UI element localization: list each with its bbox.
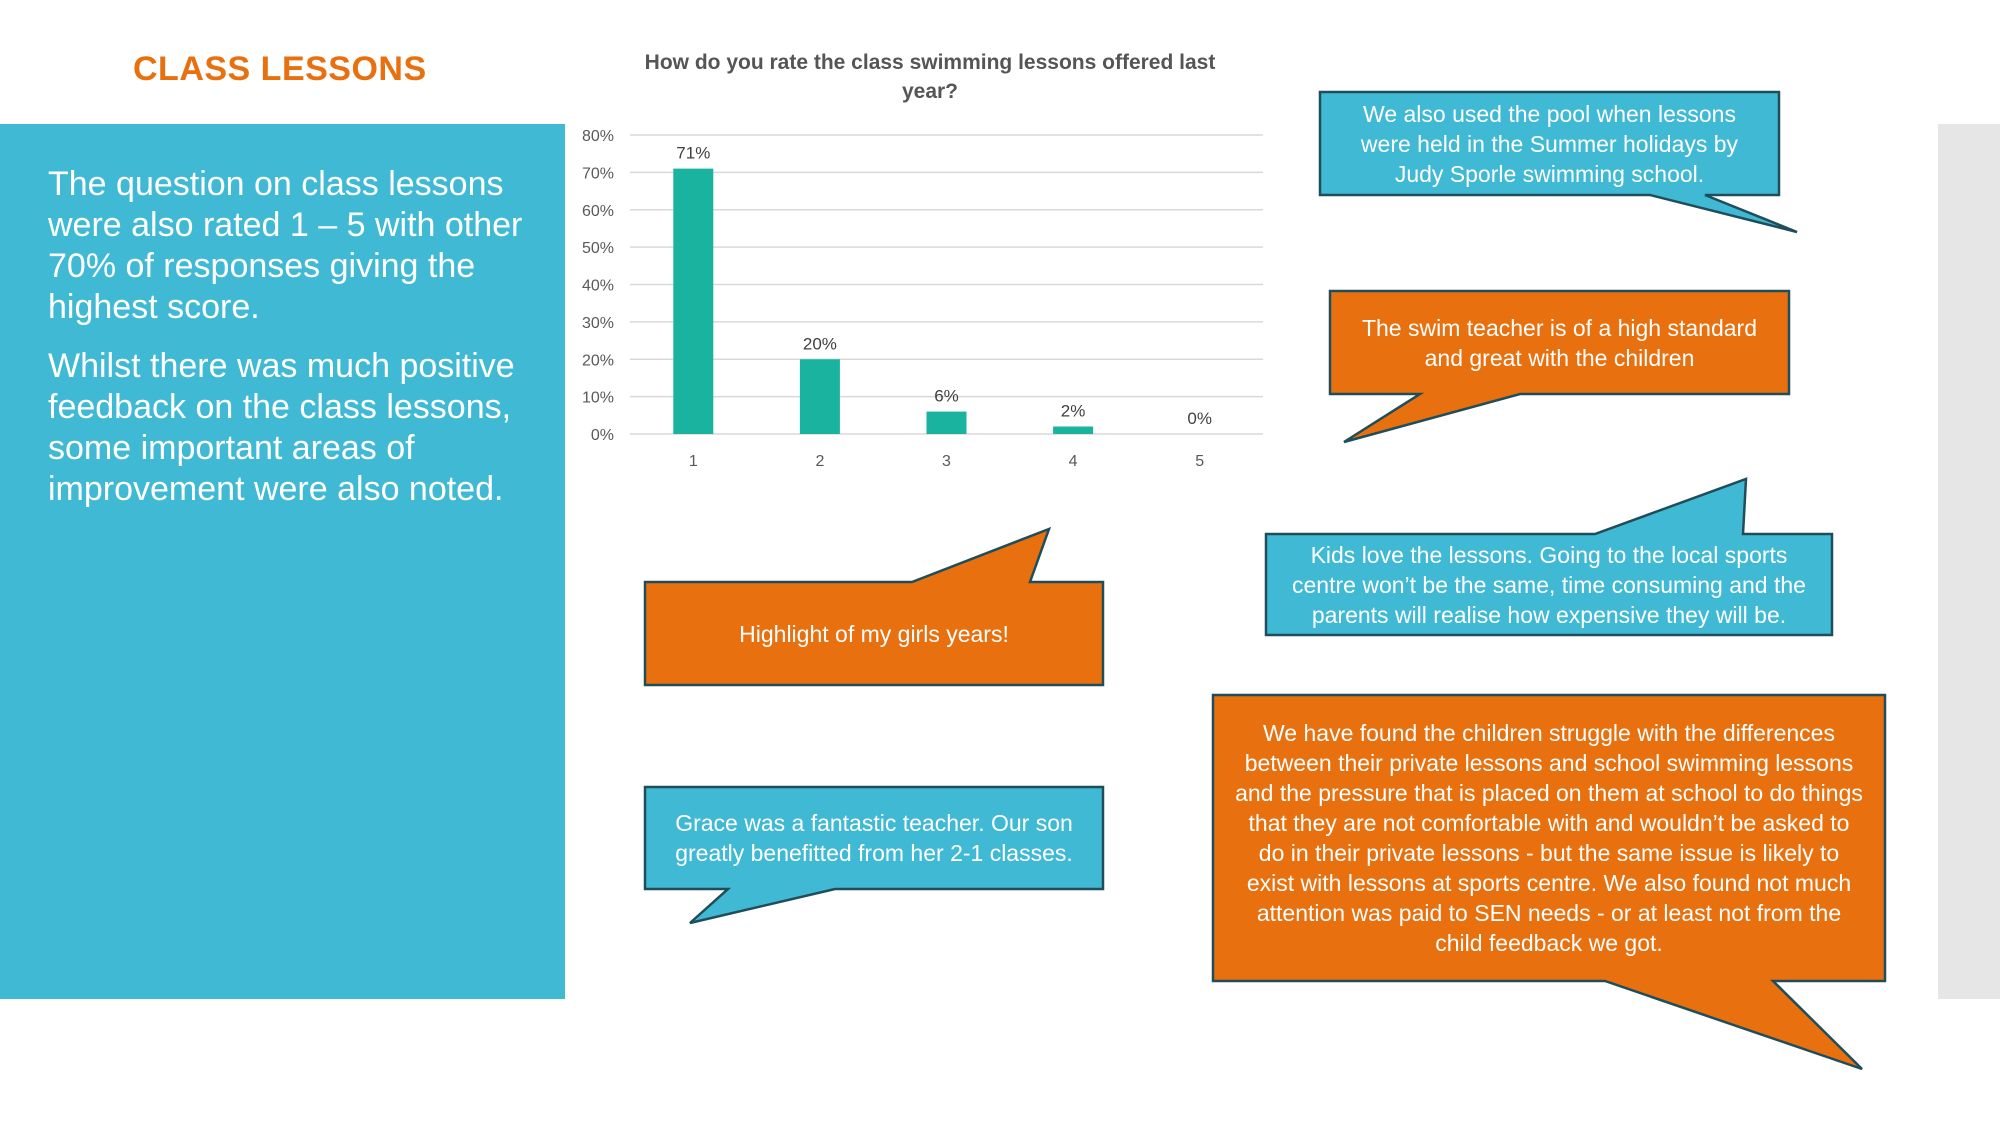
y-tick-label: 60%	[581, 202, 614, 220]
chart-title: How do you rate the class swimming lessons offered last year?	[644, 51, 1216, 103]
y-tick-label: 10%	[581, 389, 614, 407]
y-tick-label: 70%	[581, 165, 614, 183]
callout-summer-holidays: We also used the pool when lessons were held in the Summer holidays by Judy Sporle swimming school.	[1360, 100, 1739, 187]
y-tick-label: 40%	[581, 277, 614, 295]
x-tick-label: 1	[688, 453, 698, 470]
y-tick-label: 30%	[581, 314, 614, 332]
y-tick-label: 80%	[581, 128, 614, 145]
data-label: 6%	[934, 386, 959, 406]
data-label: 0%	[1187, 409, 1212, 428]
x-tick-label: 4	[1068, 453, 1078, 470]
y-tick-label: 20%	[581, 352, 614, 370]
callout-grace: Grace was a fantastic teacher. Our son greatly benefitted from her 2-1 classes.	[675, 810, 1073, 866]
data-label: 2%	[1060, 401, 1086, 421]
callout-struggle: We have found the children struggle with the differences between their private lessons and school swimming lessons and the pressure that is placed on them at school to do things that they are not comfortable with and wouldn’t be asked to do in their private lessons - but the same issue is likely to exist with lessons at sports centre. We also found not much attention was paid to SEN needs - or at least not from the child feedback we got.	[1235, 720, 1863, 956]
data-label: 20%	[802, 334, 837, 354]
summary-paragraph-2: Whilst there was much positive feedback on the class lessons, some important areas of improvement were also noted.	[48, 347, 515, 508]
x-tick-label: 2	[815, 453, 825, 470]
x-tick-label: 5	[1195, 453, 1205, 470]
callout-swim-teacher: The swim teacher is of a high standard and great with the children	[1361, 314, 1758, 371]
x-tick-label: 3	[942, 453, 951, 470]
data-label: 71%	[676, 143, 711, 163]
y-tick-label: 50%	[581, 240, 614, 258]
callout-highlight: Highlight of my girls years!	[739, 620, 1009, 647]
slide-title: CLASS LESSONS	[133, 50, 427, 88]
callout-kids-love: Kids love the lessons. Going to the local sports centre won’t be the same, time consuming and the parents will realise how expensive they will be.	[1292, 541, 1806, 628]
y-tick-label: 0%	[590, 427, 614, 444]
summary-paragraph-1: The question on class lessons were also rated 1 – 5 with other 70% of responses giving the highest score.	[48, 165, 523, 326]
